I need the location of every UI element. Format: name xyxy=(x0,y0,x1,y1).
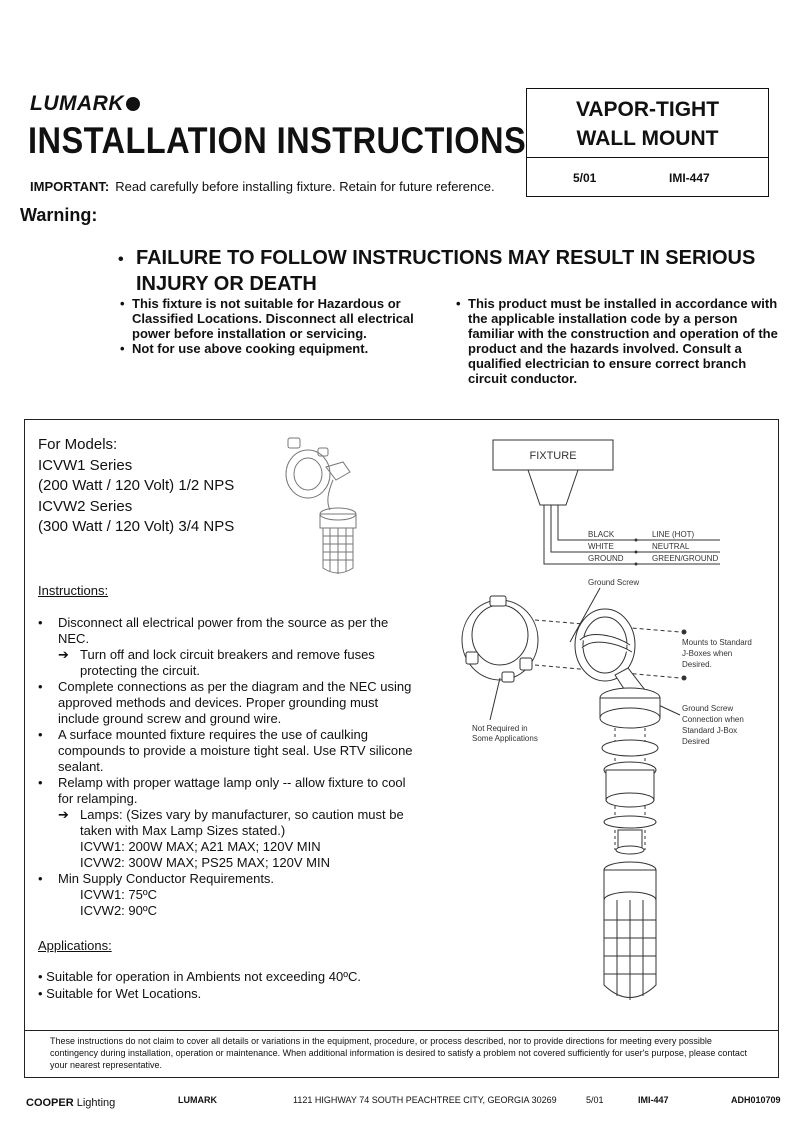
fixture-funnel xyxy=(528,470,578,505)
white-wire xyxy=(551,505,720,552)
fixture-thumbnail-illustration xyxy=(268,432,378,582)
models-block xyxy=(38,435,234,538)
applications-heading: Applications: xyxy=(38,938,112,953)
instruction-subitem-text: Turn off and lock circuit breakers and remove fuses protecting the circuit. xyxy=(80,647,375,678)
title-box-divider xyxy=(527,157,768,158)
instruction-item: • Relamp with proper wattage lamp only -- allow fixture to cool for relamping. xyxy=(38,775,418,807)
junction-box xyxy=(462,596,538,682)
applications-section xyxy=(38,937,361,1002)
cover-plate xyxy=(575,609,645,698)
fixture-label: FIXTURE xyxy=(529,450,577,462)
footer-brand: LUMARK xyxy=(178,1095,217,1105)
cooper-lighting-logo xyxy=(26,1097,115,1109)
instruction-subitem xyxy=(38,647,418,679)
mount-screw-icon xyxy=(682,630,687,635)
footer-date: 5/01 xyxy=(586,1095,604,1105)
cooper-text: COOPER xyxy=(26,1097,74,1109)
arrow-icon: ➔ xyxy=(58,807,69,822)
footer-address: 1121 HIGHWAY 74 SOUTH PEACHTREE CITY, GEORGIA 30269 xyxy=(293,1095,557,1105)
model-line: (200 Watt / 120 Volt) 1/2 NPS xyxy=(38,477,235,494)
model-line: ICVW1 Series xyxy=(38,456,133,474)
application-item: • Suitable for Wet Locations. xyxy=(38,986,202,1001)
instruction-subitem xyxy=(38,807,418,839)
arrow-icon: ➔ xyxy=(58,647,69,662)
models-heading: For Models: xyxy=(38,436,118,453)
not-required-leader xyxy=(490,678,500,720)
logo-swoosh-icon xyxy=(126,97,140,111)
black-label: BLACK xyxy=(588,530,615,539)
instructions-heading: Instructions: xyxy=(38,583,109,598)
document-code: IMI-447 xyxy=(669,171,710,185)
product-name-line2: WALL MOUNT xyxy=(576,127,719,150)
conductor-spec-icvw2: ICVW2: 90ºC xyxy=(80,903,157,918)
model-line: ICVW2 Series xyxy=(38,497,133,515)
fixture-exploded-view xyxy=(600,688,660,1000)
conductor-spec-icvw1: ICVW1: 75ºC xyxy=(80,887,157,902)
line-hot-label: LINE (HOT) xyxy=(652,530,695,539)
warning-left-column xyxy=(120,296,438,356)
instruction-subitem-text: Lamps: (Sizes vary by manufacturer, so caution must be taken with Max Lamp Sizes stated.) xyxy=(80,807,404,838)
model-line: (300 Watt / 120 Volt) 3/4 NPS xyxy=(38,518,235,535)
mount-screw-icon xyxy=(682,676,687,681)
lighting-text: Lighting xyxy=(76,1097,116,1109)
footer-code: IMI-447 xyxy=(638,1095,669,1105)
instruction-item: • Min Supply Conductor Requirements. xyxy=(38,871,418,887)
page-title: INSTALLATION INSTRUCTIONS xyxy=(28,120,527,161)
product-name-line1: VAPOR-TIGHT xyxy=(575,98,720,121)
footer-doc-number: ADH010709 xyxy=(731,1095,781,1105)
wiring-diagram xyxy=(440,430,770,1020)
application-item: • Suitable for operation in Ambients not exceeding 40ºC. xyxy=(38,969,361,984)
warning-headline-text: FAILURE TO FOLLOW INSTRUCTIONS MAY RESULT IN SERIOUS INJURY OR DEATH xyxy=(136,247,756,295)
brand-name: LUMARK xyxy=(30,92,124,115)
product-title-box xyxy=(526,88,769,197)
ground-label: GROUND xyxy=(588,554,624,563)
important-text: Read carefully before installing fixture. Retain for future reference. xyxy=(115,179,495,194)
gsc-label-2: Connection when xyxy=(682,715,744,724)
warning-item: • This fixture is not suitable for Hazardous or Classified Locations. Disconnect all electrical power before installation or servicing. xyxy=(120,296,438,341)
wiring-diagram-svg xyxy=(440,430,770,1020)
disclaimer: These instructions do not claim to cover all details or variations in the equipment, procedure, or process described, nor to provide directions for meeting every possible contingency during installation, operation or maintenance. When additional information is desired to satisfy a problem not covered sufficiently for user's purpose, please contact your nearest representative. xyxy=(24,1030,779,1071)
instruction-item: • Disconnect all electrical power from the source as per the NEC. xyxy=(38,615,418,647)
mounts-label-2: J-Boxes when xyxy=(682,649,733,658)
neutral-label: NEUTRAL xyxy=(652,542,690,551)
gsc-label-3: Standard J-Box xyxy=(682,726,738,735)
warning-headline xyxy=(118,245,778,297)
fixture-thumbnail-svg xyxy=(268,432,378,582)
warning-right-column xyxy=(456,296,782,386)
instruction-item: • Complete connections as per the diagram and the NEC using approved methods and devices. Proper grounding must include ground screw and ground wire. xyxy=(38,679,418,727)
mounts-label-3: Desired. xyxy=(682,660,712,669)
ground-screw-label: Ground Screw xyxy=(588,578,640,587)
white-label: WHITE xyxy=(588,542,614,551)
lamp-spec-icvw2: ICVW2: 300W MAX; PS25 MAX; 120V MIN xyxy=(80,855,330,870)
splice-dot xyxy=(635,539,638,542)
warning-label: Warning: xyxy=(20,205,98,225)
not-required-label-1: Not Required in xyxy=(472,724,528,733)
green-ground-label: GREEN/GROUND xyxy=(652,554,719,563)
splice-dot xyxy=(635,563,638,566)
warning-item: • This product must be installed in accordance with the applicable installation code by a person familiar with the construction and operation of the product and the hazards involved. Consult a qualified electrician to ensure correct branch circuit conductor. xyxy=(456,296,782,386)
important-note xyxy=(30,179,495,194)
not-required-label-2: Some Applications xyxy=(472,734,538,743)
instructions-section xyxy=(38,583,418,919)
lumark-logo xyxy=(30,92,140,116)
mounts-label-1: Mounts to Standard xyxy=(682,638,752,647)
revision-date: 5/01 xyxy=(573,171,597,185)
product-name xyxy=(527,95,768,153)
black-wire xyxy=(558,505,720,540)
lamp-spec-icvw1: ICVW1: 200W MAX; A21 MAX; 120V MIN xyxy=(80,839,321,854)
instruction-item: • A surface mounted fixture requires the use of caulking compounds to provide a moisture tight seal. Use RTV silicone sealant. xyxy=(38,727,418,775)
warning-item: • Not for use above cooking equipment. xyxy=(120,341,438,356)
gsc-label-1: Ground Screw xyxy=(682,704,734,713)
gsc-label-4: Desired xyxy=(682,737,710,746)
splice-dot xyxy=(635,551,638,554)
bullet-icon: • xyxy=(118,251,124,268)
page-footer xyxy=(0,1093,808,1123)
important-label: IMPORTANT: xyxy=(30,179,110,194)
